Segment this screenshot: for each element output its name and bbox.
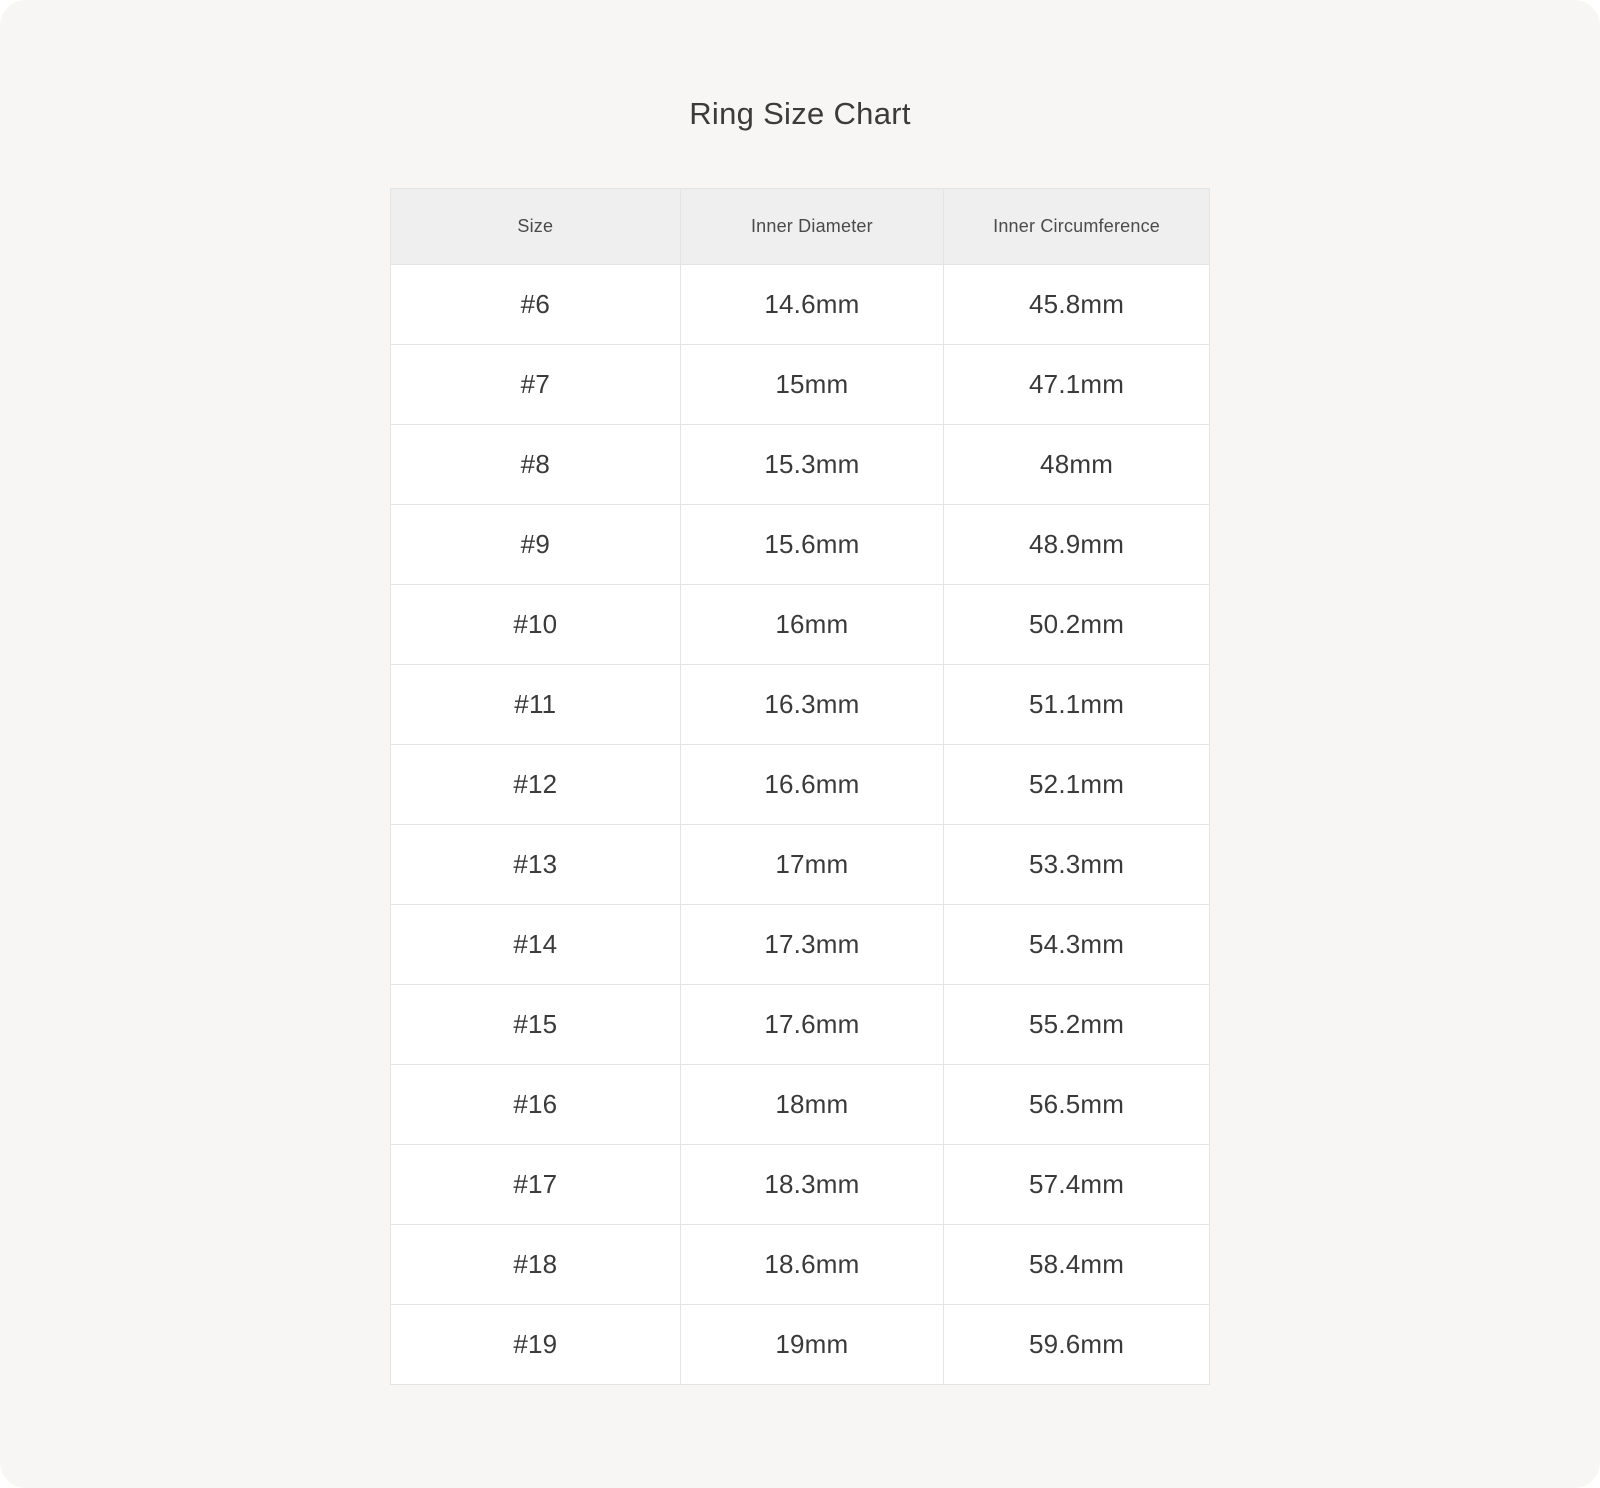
cell-inner-diameter: 17mm (680, 825, 943, 905)
table-row (391, 905, 1210, 985)
cell-inner-circumference: 52.1mm (944, 745, 1210, 825)
cell-inner-circumference: 51.1mm (944, 665, 1210, 745)
table-row (391, 745, 1210, 825)
table-row (391, 265, 1210, 345)
table-row (391, 825, 1210, 905)
cell-inner-circumference: 57.4mm (944, 1145, 1210, 1225)
cell-size: #10 (391, 585, 681, 665)
table-row (391, 425, 1210, 505)
cell-inner-diameter: 16.3mm (680, 665, 943, 745)
cell-inner-circumference: 50.2mm (944, 585, 1210, 665)
table-body (391, 265, 1210, 1385)
table-row (391, 505, 1210, 585)
page-title: Ring Size Chart (689, 96, 911, 131)
cell-size: #16 (391, 1065, 681, 1145)
cell-inner-diameter: 18.6mm (680, 1225, 943, 1305)
table-container (390, 188, 1210, 1385)
cell-size: #7 (391, 345, 681, 425)
table-row (391, 585, 1210, 665)
cell-size: #19 (391, 1305, 681, 1385)
ring-size-table (390, 188, 1210, 1385)
cell-inner-diameter: 16mm (680, 585, 943, 665)
table-row (391, 345, 1210, 425)
cell-size: #6 (391, 265, 681, 345)
cell-inner-circumference: 55.2mm (944, 985, 1210, 1065)
cell-inner-circumference: 54.3mm (944, 905, 1210, 985)
cell-size: #15 (391, 985, 681, 1065)
cell-inner-diameter: 17.3mm (680, 905, 943, 985)
cell-size: #14 (391, 905, 681, 985)
cell-size: #17 (391, 1145, 681, 1225)
cell-size: #18 (391, 1225, 681, 1305)
cell-size: #12 (391, 745, 681, 825)
cell-inner-diameter: 19mm (680, 1305, 943, 1385)
cell-inner-diameter: 16.6mm (680, 745, 943, 825)
table-row (391, 1065, 1210, 1145)
cell-size: #13 (391, 825, 681, 905)
cell-inner-circumference: 48.9mm (944, 505, 1210, 585)
cell-inner-circumference: 45.8mm (944, 265, 1210, 345)
cell-size: #8 (391, 425, 681, 505)
cell-inner-circumference: 47.1mm (944, 345, 1210, 425)
cell-inner-circumference: 53.3mm (944, 825, 1210, 905)
cell-inner-diameter: 18.3mm (680, 1145, 943, 1225)
table-row (391, 1225, 1210, 1305)
table-header-row (391, 189, 1210, 265)
table-row (391, 1145, 1210, 1225)
cell-inner-circumference: 48mm (944, 425, 1210, 505)
column-header-inner-diameter: Inner Diameter (680, 189, 943, 265)
table-row (391, 1305, 1210, 1385)
cell-inner-diameter: 15.3mm (680, 425, 943, 505)
cell-inner-diameter: 18mm (680, 1065, 943, 1145)
cell-inner-circumference: 56.5mm (944, 1065, 1210, 1145)
cell-inner-circumference: 58.4mm (944, 1225, 1210, 1305)
column-header-inner-circumference: Inner Circumference (944, 189, 1210, 265)
column-header-size: Size (391, 189, 681, 265)
cell-inner-diameter: 17.6mm (680, 985, 943, 1065)
cell-inner-circumference: 59.6mm (944, 1305, 1210, 1385)
cell-inner-diameter: 15.6mm (680, 505, 943, 585)
table-header (391, 189, 1210, 265)
table-row (391, 665, 1210, 745)
cell-inner-diameter: 15mm (680, 345, 943, 425)
cell-inner-diameter: 14.6mm (680, 265, 943, 345)
cell-size: #9 (391, 505, 681, 585)
cell-size: #11 (391, 665, 681, 745)
table-row (391, 985, 1210, 1065)
